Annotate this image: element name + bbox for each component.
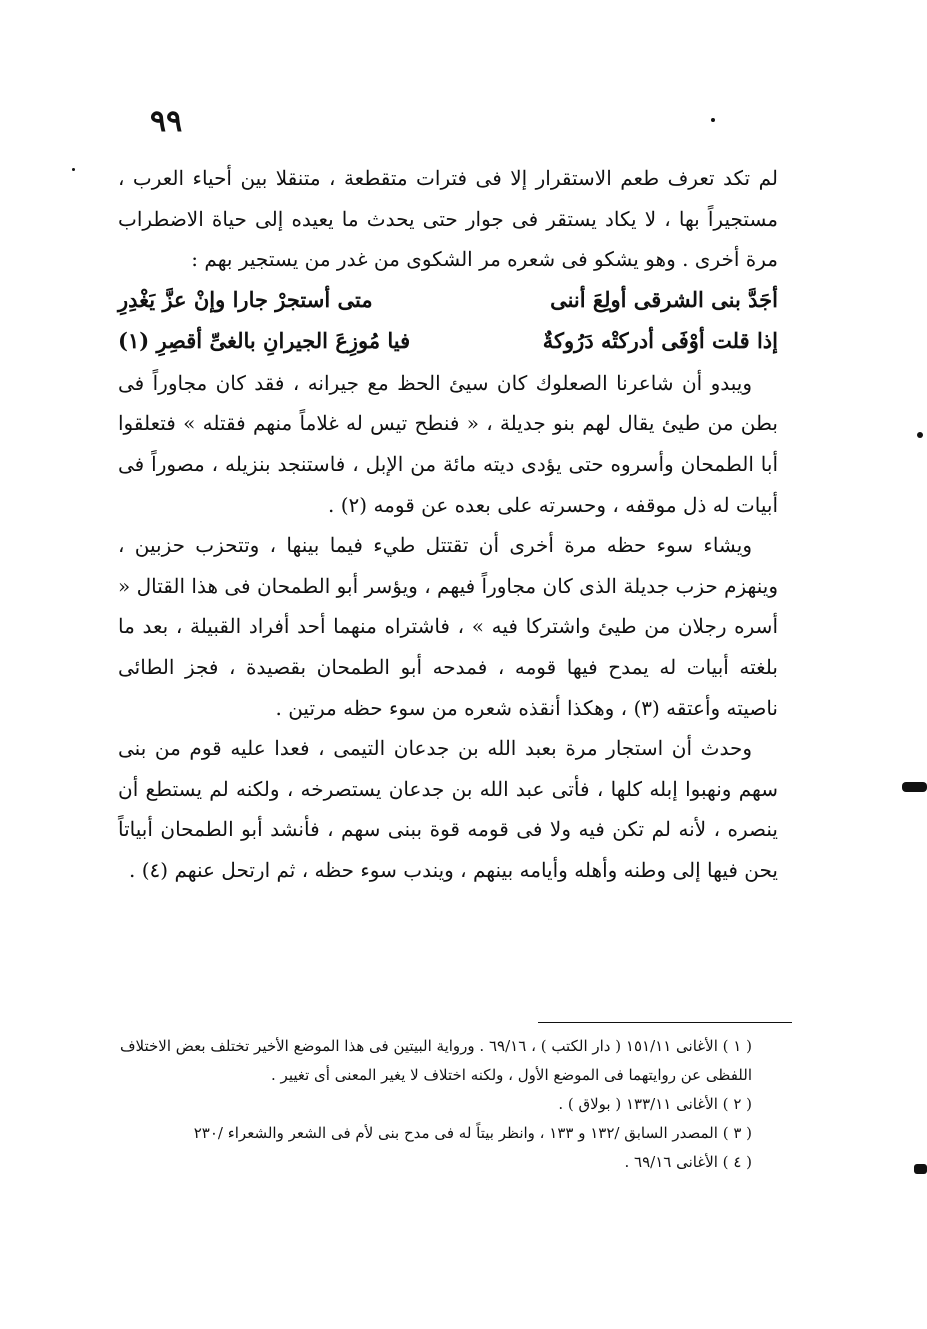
footnote: ( ٤ ) الأغانى ٦٩/١٦ . (624, 1153, 752, 1171)
verse-hemistich: إذا قلت أوْفَى أدركتْه دَرُوكةٌ (542, 327, 778, 353)
margin-mark (914, 1164, 927, 1174)
footnote-divider (538, 1022, 792, 1023)
speck-mark (711, 118, 715, 122)
footnote: ( ٣ ) المصدر السابق /١٣٢ و ١٣٣ ، وانظر بيتاً له فى مدح بنى لأم فى الشعر والشعراء /٢٣٠ (193, 1124, 752, 1142)
verse-line (118, 280, 778, 320)
main-text (118, 158, 778, 891)
verse-hemistich: متى أستجرْ جارا وإنْ عزَّ يَغْدِرِ (118, 286, 373, 312)
verse-hemistich: فيا مُوزِعَ الجيرانِ بالغىِّ أقصِرِ (١) (118, 327, 411, 353)
paragraph: ويبدو أن شاعرنا الصعلوك كان سيئ الحظ مع جيرانه ، فقد كان مجاوراً فى بطن من طيئ يقال لهم بنو جديلة ، « فنطح تيس له غلاماً منهم فقتله » فتعلقوا أبا الطمحان وأسروه حتى يؤدى ديته مائة من الإبل ، فاستنجد بنزيله ، مصوراً فى أبيات له ذل موقفه ، وحسرته على بعده عن قومه (٢) . (118, 370, 778, 517)
margin-mark (917, 432, 923, 438)
footnote: ( ٢ ) الأغانى ١٣٣/١١ ( بولاق ) . (558, 1095, 752, 1113)
verse-line (118, 321, 778, 361)
footnotes (120, 1032, 792, 1177)
poem-verses (118, 280, 778, 363)
paragraph: وحدث أن استجار مرة بعبد الله بن جدعان التيمى ، فعدا عليه قوم من بنى سهم ونهبوا إبله كلها ، فأتى عبد الله بن جدعان يستصرخه ، ولكنه لم يستطع أن ينصره ، لأنه لم تكن فيه ولا فى قومه قوة ببنى سهم ، فأنشد أبو الطمحان أبياتاً يحن فيها إلى وطنه وأهله وأيامه بينهم ، ويندب سوء حظه ، ثم ارتحل عنهم (٤) . (118, 736, 778, 882)
verse-hemistich: أجَدَّ بنى الشرقى أولِعَ أننى (550, 286, 778, 312)
page-number: ٩٩ (150, 104, 183, 139)
margin-mark (902, 782, 927, 792)
footnote: ( ١ ) الأغانى ١٥١/١١ ( دار الكتب ) ، ٦٩/١٦ . ورواية البيتين فى هذا الموضع الأخير تختلف بعض الاختلاف اللفظى عن روايتهما فى الموضع الأول ، ولكنه اختلاف لا يغير المعنى أى تغيير . (120, 1037, 752, 1084)
speck-mark (72, 168, 75, 171)
paragraph: لم تكد تعرف طعم الاستقرار إلا فى فترات متقطعة ، متنقلا بين أحياء العرب ، مستجيراً بها ، لا يكاد يستقر فى جوار حتى يحدث ما يعيده إلى حياة الاضطراب مرة أخرى . وهو يشكو فى شعره مر الشكوى من غدر من يستجير بهم : (118, 166, 778, 272)
paragraph: ويشاء سوء حظه مرة أخرى أن تقتتل طيء فيما بينها ، وتتحزب حزبين ، وينهزم حزب جديلة الذى كان مجاوراً فيهم ، ويؤسر أبو الطمحان فى هذا القتال « أسره رجلان من طيئ واشتركا فيه » ، فاشتراه منهما أحد أفراد القبيلة ، بعد ما بلغته أبيات له يمدح فيها قومه ، فمدحه أبو الطمحان بقصيدة ، فجز الطائى ناصيته وأعتقه (٣) ، وهكذا أنقذه شعره من سوء حظه مرتين . (118, 533, 778, 720)
